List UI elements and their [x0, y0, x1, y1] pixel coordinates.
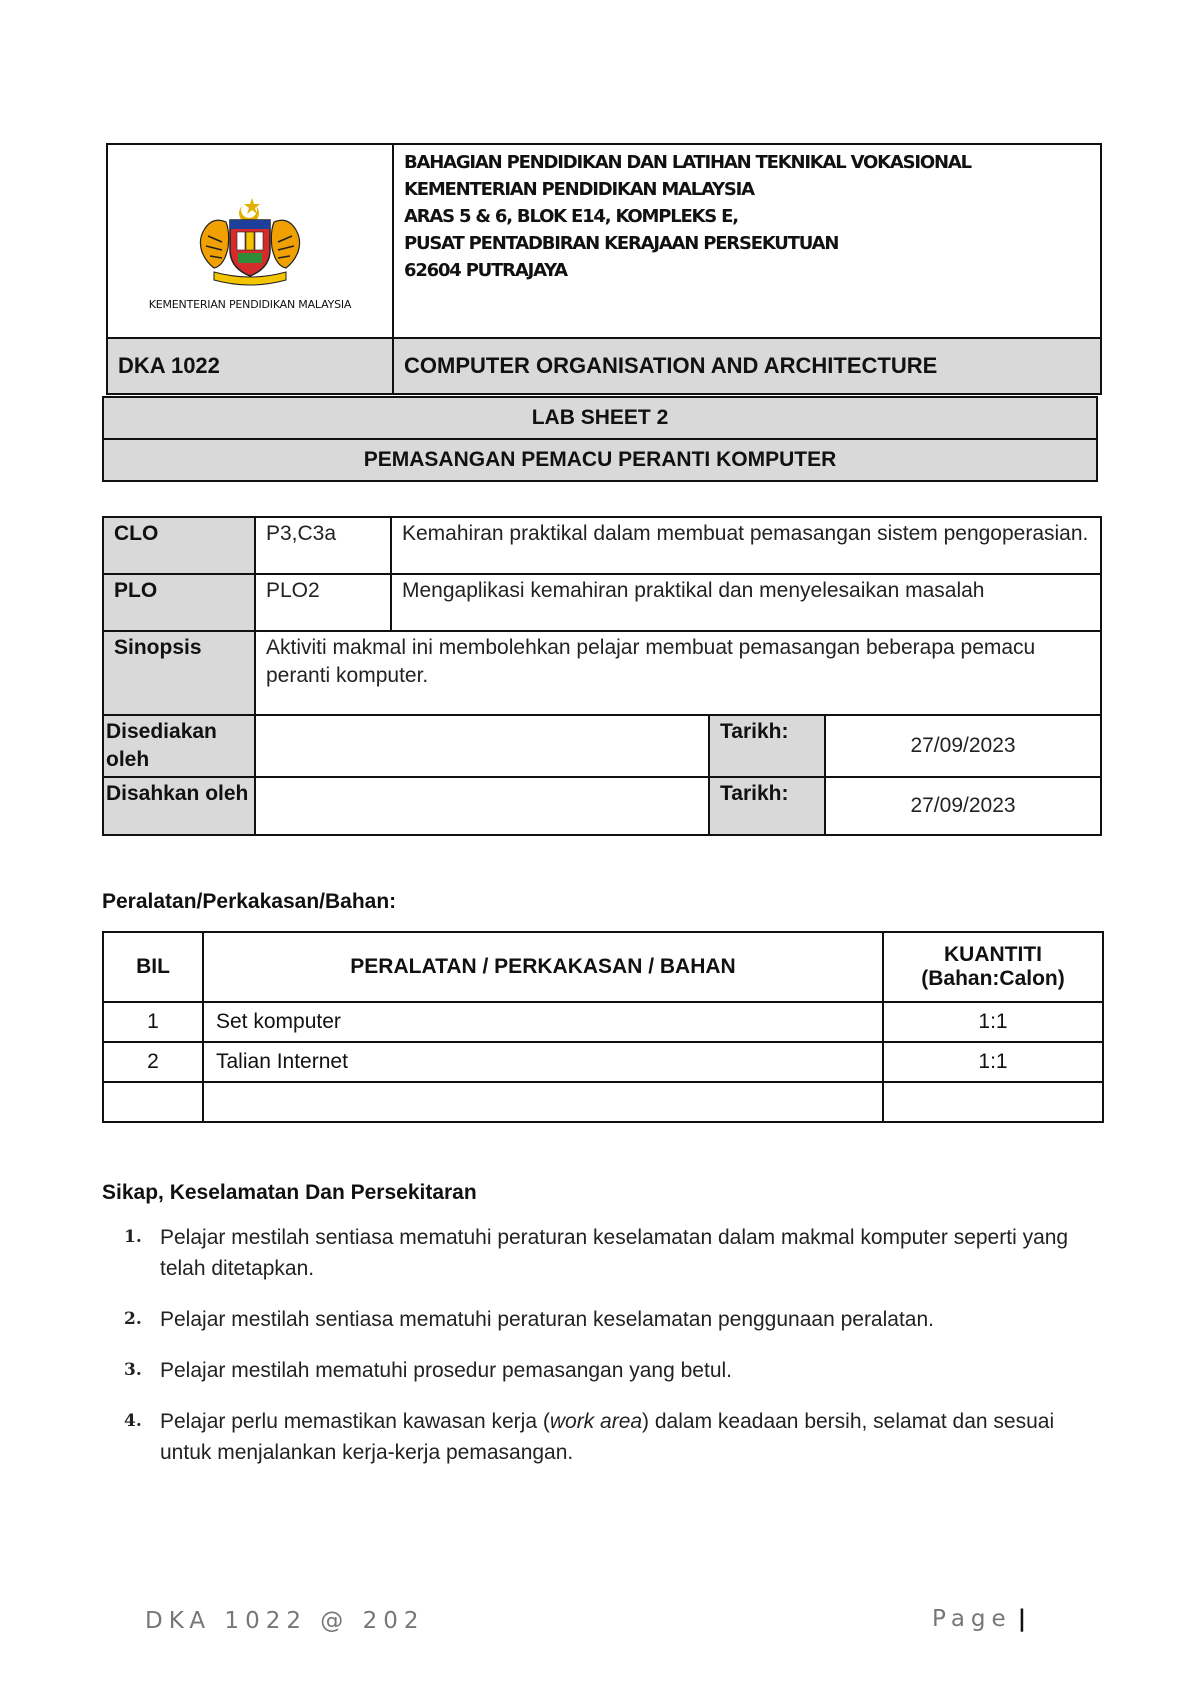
lab-sheet-title: PEMASANGAN PEMACU PERANTI KOMPUTER [103, 439, 1097, 481]
list-item [102, 1222, 1102, 1284]
prepared-date-label: Tarikh: [709, 715, 825, 777]
plo-text: Mengaplikasi kemahiran praktikal dan menyelesaikan masalah [391, 574, 1101, 631]
approved-by-label: Disahkan oleh [103, 777, 255, 835]
prepared-date: 27/09/2023 [825, 715, 1101, 777]
safety-list [102, 1222, 1102, 1488]
malaysia-coat-of-arms-icon [190, 196, 310, 286]
row-item [203, 1082, 883, 1122]
row-qty [883, 1082, 1103, 1122]
course-code: DKA 1022 [107, 338, 393, 394]
footer-page [932, 1606, 1026, 1632]
table-row [103, 1042, 1103, 1082]
address-cell [393, 144, 1101, 338]
col-header-bil: BIL [103, 932, 203, 1002]
logo-caption: KEMENTERIAN PENDIDIKAN MALAYSIA [148, 298, 352, 311]
synopsis-text: Aktiviti makmal ini membolehkan pelajar membuat pemasangan beberapa pemacu peranti komputer. [255, 631, 1101, 715]
clo-code: P3,C3a [255, 517, 391, 574]
list-item [102, 1304, 1102, 1335]
clo-text: Kemahiran praktikal dalam membuat pemasangan sistem pengoperasian. [391, 517, 1101, 574]
address-line: KEMENTERIAN PENDIDIKAN MALAYSIA [404, 179, 754, 200]
approved-date-label: Tarikh: [709, 777, 825, 835]
table-row [103, 1002, 1103, 1042]
prepared-by-label: Disediakan oleh [103, 715, 255, 777]
prepared-by-value [255, 715, 709, 777]
footer-separator: | [1017, 1606, 1027, 1632]
col-header-qty-line2: (Bahan:Calon) [921, 967, 1065, 990]
row-item: Talian Internet [203, 1042, 883, 1082]
synopsis-label: Sinopsis [103, 631, 255, 715]
list-text-after: ) dalam keadaan bersih, selamat dan sesuai untuk menjalankan kerja-kerja pemasangan. [160, 1410, 1055, 1464]
equipment-heading: Peralatan/Perkakasan/Bahan: [102, 890, 397, 913]
lab-sheet-number: LAB SHEET 2 [103, 397, 1097, 439]
list-item [102, 1355, 1102, 1386]
list-number: 4. [124, 1411, 142, 1431]
list-text-italic: work area [549, 1410, 643, 1433]
footer-page-label: Page [932, 1606, 1012, 1632]
list-text-before: Pelajar perlu memastikan kawasan kerja ( [160, 1410, 550, 1433]
list-number: 3. [124, 1360, 142, 1380]
row-bil: 1 [103, 1002, 203, 1042]
equipment-table [102, 931, 1104, 1123]
row-qty: 1:1 [883, 1042, 1103, 1082]
col-header-qty [883, 932, 1103, 1002]
list-text: Pelajar mestilah mematuhi prosedur pemasangan yang betul. [160, 1359, 732, 1382]
list-text: Pelajar mestilah sentiasa mematuhi peraturan keselamatan dalam makmal komputer seperti yang telah ditetapkan. [160, 1226, 1069, 1280]
col-header-qty-line1: KUANTITI [944, 943, 1042, 966]
list-text: Pelajar mestilah sentiasa mematuhi peraturan keselamatan penggunaan peralatan. [160, 1308, 934, 1331]
plo-label: PLO [103, 574, 255, 631]
col-header-item: PERALATAN / PERKAKASAN / BAHAN [203, 932, 883, 1002]
address-line: PUSAT PENTADBIRAN KERAJAAN PERSEKUTUAN [404, 233, 839, 254]
list-item [102, 1406, 1102, 1468]
approved-date: 27/09/2023 [825, 777, 1101, 835]
clo-label: CLO [103, 517, 255, 574]
address-line: 62604 PUTRAJAYA [404, 260, 567, 281]
list-number: 2. [124, 1309, 142, 1329]
row-bil: 2 [103, 1042, 203, 1082]
logo-cell [107, 144, 393, 338]
course-name: COMPUTER ORGANISATION AND ARCHITECTURE [393, 338, 1101, 394]
lab-title-table [102, 396, 1098, 482]
plo-code: PLO2 [255, 574, 391, 631]
row-item: Set komputer [203, 1002, 883, 1042]
approved-by-value [255, 777, 709, 835]
row-bil [103, 1082, 203, 1122]
address-line: BAHAGIAN PENDIDIKAN DAN LATIHAN TEKNIKAL VOKASIONAL [404, 152, 971, 173]
table-row [103, 1082, 1103, 1122]
footer-course-label: DKA 1022 @ 202 [145, 1608, 425, 1634]
letterhead-table [106, 143, 1102, 395]
row-qty: 1:1 [883, 1002, 1103, 1042]
address-line: ARAS 5 & 6, BLOK E14, KOMPLEKS E, [404, 206, 738, 227]
list-number: 1. [124, 1227, 142, 1247]
safety-heading: Sikap, Keselamatan Dan Persekitaran [102, 1181, 477, 1204]
course-info-table [102, 516, 1102, 836]
